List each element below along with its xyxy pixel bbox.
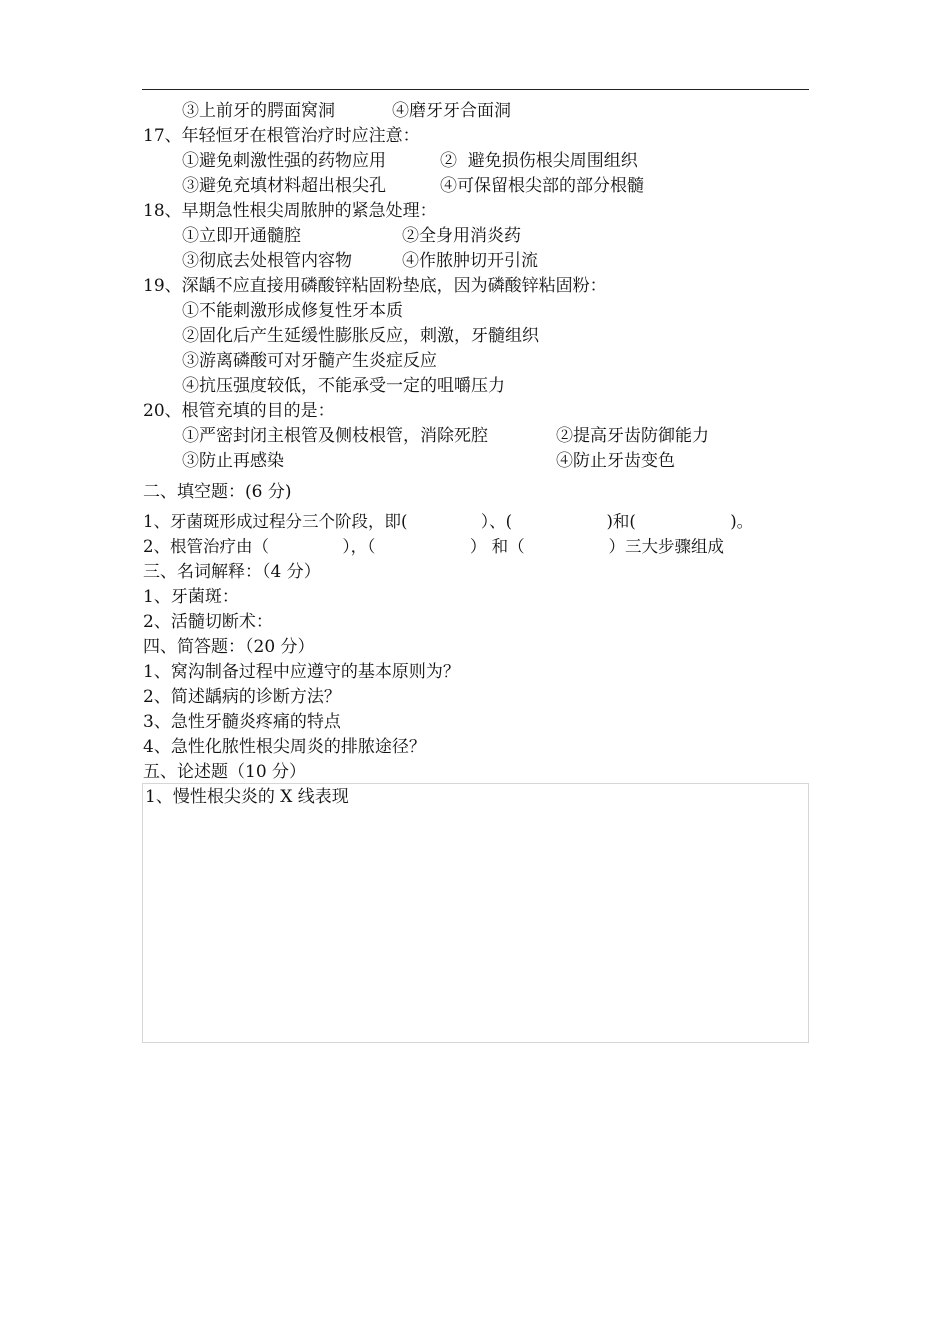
q18-option-1: ①立即开通髓腔 (182, 226, 301, 246)
section2-item-2: 2、根管治疗由（ ），（ ） 和（ ）三大步骤组成 (143, 537, 724, 556)
q16-option-4: ④磨牙牙合面洞 (392, 101, 511, 121)
section4-item-2: 2、简述龋病的诊断方法？ (143, 687, 341, 707)
q20-option-3: ③防止再感染 (182, 451, 284, 471)
section4-item-1: 1、窝沟制备过程中应遵守的基本原则为？ (143, 662, 460, 682)
q18-stem: 18、早期急性根尖周脓肿的紧急处理： (143, 201, 437, 221)
q18-option-2: ②全身用消炎药 (402, 226, 521, 246)
section2-item-1: 1、牙菌斑形成过程分三个阶段，即( ）、( )和( )。 (143, 512, 754, 531)
section3-item-1: 1、牙菌斑： (143, 587, 239, 607)
q17-stem: 17、年轻恒牙在根管治疗时应注意： (143, 126, 420, 146)
essay-answer-box (142, 783, 809, 1043)
section5-item-1: 1、慢性根尖炎的 X 线表现 (145, 787, 349, 807)
q19-option-1: ①不能刺激形成修复性牙本质 (182, 301, 403, 321)
section3-heading: 三、名词解释：（4 分） (143, 562, 321, 582)
q19-stem: 19、深龋不应直接用磷酸锌粘固粉垫底，因为磷酸锌粘固粉： (143, 276, 607, 296)
q19-option-2: ②固化后产生延缓性膨胀反应，刺激，牙髓组织 (182, 326, 539, 346)
q20-option-4: ④防止牙齿变色 (556, 451, 675, 471)
q20-option-2: ②提高牙齿防御能力 (556, 426, 709, 446)
q17-option-3: ③避免充填材料超出根尖孔 (182, 176, 386, 196)
header-rule (142, 89, 809, 90)
section4-item-4: 4、急性化脓性根尖周炎的排脓途径？ (143, 737, 426, 757)
section2-heading: 二、填空题：(6 分) (143, 482, 292, 502)
q19-option-4: ④抗压强度较低，不能承受一定的咀嚼压力 (182, 376, 505, 396)
q17-option-4: ④可保留根尖部的部分根髓 (440, 176, 644, 196)
q16-option-3: ③上前牙的腭面窝洞 (182, 101, 335, 121)
q17-option-1: ①避免刺激性强的药物应用 (182, 151, 386, 171)
q17-option-2: ② 避免损伤根尖周围组织 (440, 151, 638, 171)
q19-option-3: ③游离磷酸可对牙髓产生炎症反应 (182, 351, 437, 371)
q18-option-3: ③彻底去处根管内容物 (182, 251, 352, 271)
section4-item-3: 3、急性牙髓炎疼痛的特点 (143, 712, 341, 732)
q18-option-4: ④作脓肿切开引流 (402, 251, 538, 271)
section4-heading: 四、简答题：（20 分） (143, 637, 315, 657)
section5-heading: 五、论述题（10 分） (143, 762, 307, 782)
q20-option-1: ①严密封闭主根管及侧枝根管，消除死腔 (182, 426, 488, 446)
q20-stem: 20、根管充填的目的是： (143, 401, 335, 421)
section3-item-2: 2、活髓切断术： (143, 612, 273, 632)
